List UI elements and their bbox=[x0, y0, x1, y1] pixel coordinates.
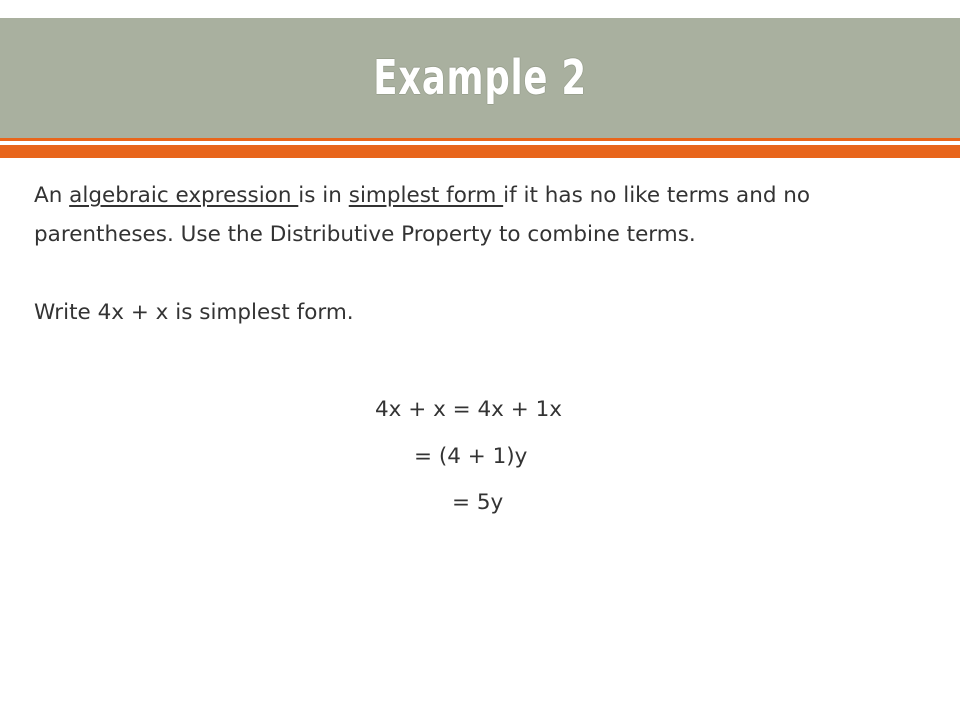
title-bar bbox=[0, 18, 960, 138]
term-algebraic-expression: algebraic expression bbox=[69, 183, 299, 208]
accent-rule-thick bbox=[0, 145, 960, 158]
step-line-3: = 5y bbox=[452, 490, 504, 515]
slide-title: Example 2 bbox=[373, 50, 587, 106]
intro-text-1: An bbox=[34, 183, 70, 208]
intro-text-3: if it has no like terms and no parentheses. Use the Distributive Property to combine terms. bbox=[34, 183, 811, 247]
slide-body bbox=[34, 176, 934, 332]
intro-paragraph bbox=[34, 176, 934, 254]
step-line-1: 4x + x = 4x + 1x bbox=[375, 397, 562, 422]
intro-text-2: is in bbox=[298, 183, 349, 208]
blank-line bbox=[34, 254, 934, 293]
step-line-2: = (4 + 1)y bbox=[414, 444, 528, 469]
corner-square bbox=[0, 0, 20, 18]
term-simplest-form: simplest form bbox=[348, 183, 504, 208]
prompt-line: Write 4x + x is simplest form. bbox=[34, 300, 354, 325]
